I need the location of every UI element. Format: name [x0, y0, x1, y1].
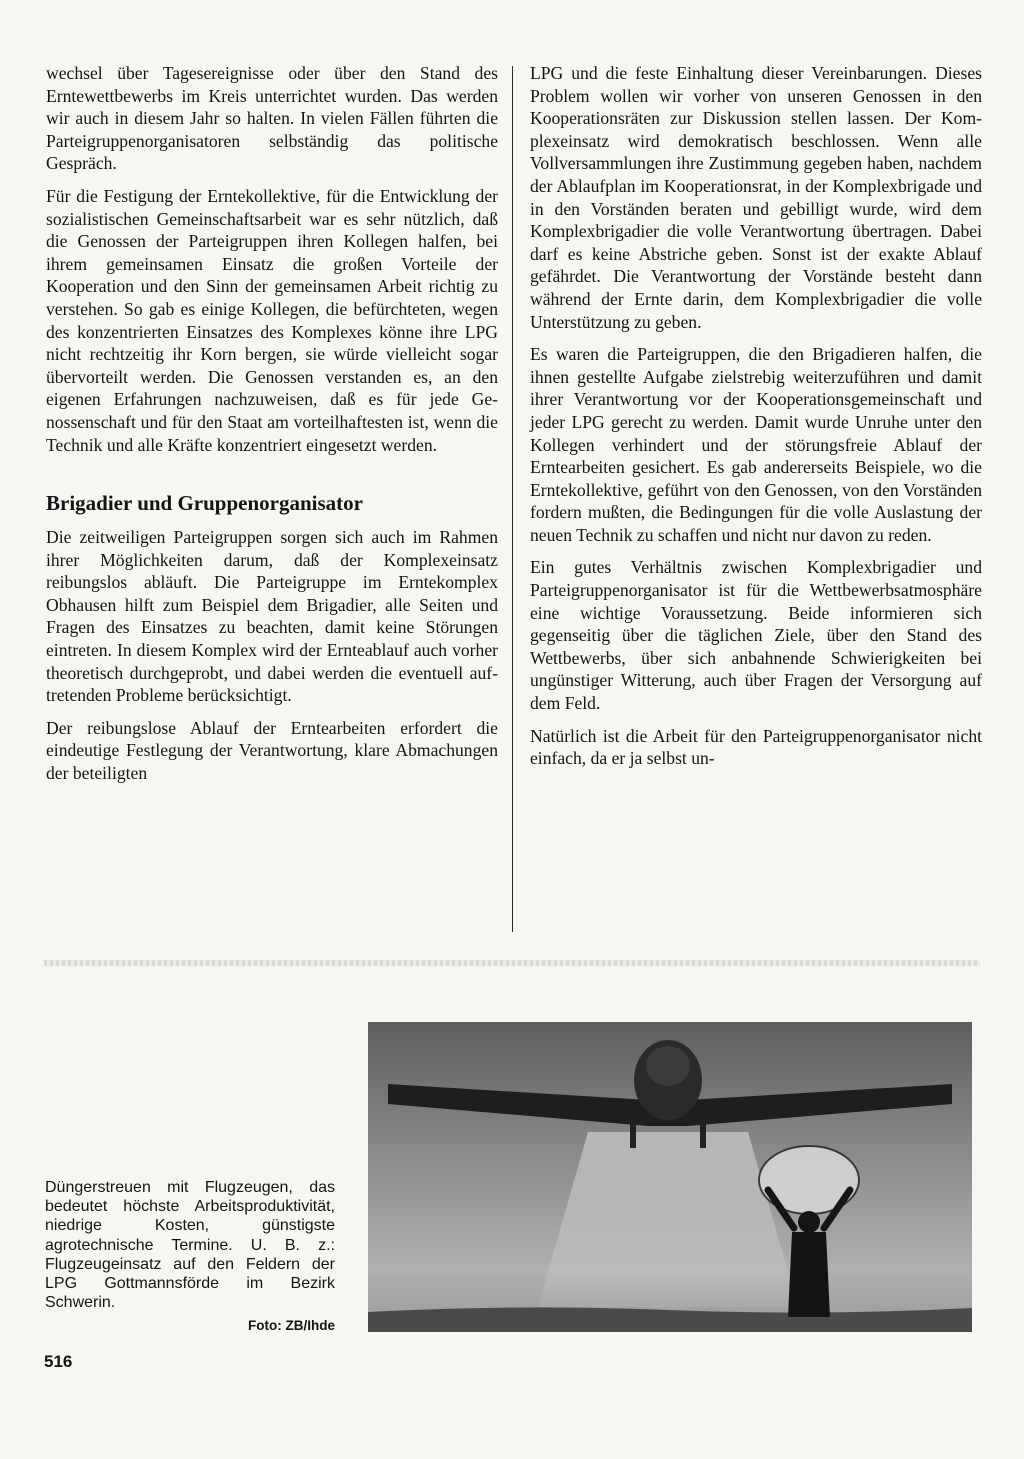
- right-paragraph-4: Natürlich ist die Arbeit für den Parteigruppenorganisator nicht einfach, da er ja selbst un-: [530, 725, 982, 769]
- photo-credit: Foto: ZB/Ihde: [248, 1318, 335, 1334]
- right-paragraph-2: Es waren die Parteigruppen, die den Brigadieren halfen, die ihnen gestellte Aufgabe zielstrebig weiterzuführen und damit ihrer Verantwortung vor der Kooperationsgemeinschaft und jeder LPG gerecht zu werden. Damit wurde Unruhe unter den Kollegen verhindert und der störungsfreie Ablauf der Erntearbeiten gesichert. Es gab andererseits Beispiele, wo die Erntekollektive, geführt von den Genossen, von den Vorständen fordern mußten, die Bedingungen für die volle Auslastung der neuen Technik zu schaffen und nicht nur davon zu reden.: [530, 344, 982, 545]
- left-paragraph-1: wechsel über Tagesereignisse oder über den Stand des Erntewettbewerbs im Kreis unterrichtet wurden. Das werden wir auch in diesem Jahr so halten. In vielen Fällen führten die Parteigruppenorganisatoren selbständig das politische Gespräch.: [46, 63, 498, 174]
- landing-gear-left: [630, 1118, 636, 1148]
- column-divider: [512, 66, 513, 932]
- left-paragraph-4: Der reibungslose Ablauf der Erntearbeiten erfordert die eindeutige Festlegung der Verantwortung, klare Abmachungen der beteiligten: [46, 717, 498, 784]
- airplane-photo: [368, 1022, 972, 1332]
- left-column: [46, 62, 498, 795]
- figure-caption: [45, 1178, 335, 1336]
- section-separator: [44, 960, 980, 966]
- right-column: [530, 62, 982, 780]
- right-paragraph-1: LPG und die feste Einhaltung dieser Vereinbarungen. Dieses Problem wollen wir vorher von unseren Genossen in den Kooperationsräten zur Diskussion stellen lassen. Der Komplexeinsatz wird demokratisch beschlossen. Wenn alle Vollversammlungen ihre Zustimmung gegeben haben, nachdem der Ablaufplan im Kooperationsrat, in der Komplexbrigade und in den Vorständen beraten und gebilligt wurde, wird dem Komplexbrigadier die volle Verantwortung übertragen. Dabei darf es keine Abstriche geben. Sonst ist der exakte Ablauf gefährdet. Die Verantwortung der Vorstände besteht dann während der Ernte darin, dem Komplexbrigadier die volle Unterstützung zu geben.: [530, 63, 982, 332]
- page-number: 516: [44, 1352, 73, 1371]
- caption-text: Düngerstreuen mit Flugzeugen, das bedeutet höchste Arbeitsproduktivität, niedrige Kosten, günstigste agrotechnische Termine. U. B. z.: Flugzeugeinsatz auf den Feldern der LPG Gottmannsförde im Bezirk Schwerin.: [45, 1179, 335, 1312]
- landing-gear-right: [700, 1118, 706, 1148]
- left-paragraph-3: Die zeitweiligen Parteigruppen sorgen sich auch im Rahmen ihrer Möglichkeiten darum, daß der Komplexeinsatz reibungslos abläuft. Die Parteigruppe im Erntekomplex Obhausen hilft zum Beispiel dem Brigadier, alle Seiten und Fragen des Einsatzes zu beachten, damit keine Störungen eintreten. In diesem Komplex wird der Ernteablauf auch vorher theoretisch durchgeprobt, und dabei werden die eventuell auftretenden Probleme berücksichtigt.: [46, 527, 498, 706]
- man-head: [798, 1211, 820, 1233]
- man-body: [788, 1232, 830, 1317]
- airplane-engine: [646, 1046, 690, 1086]
- airplane-illustration: [368, 1022, 972, 1332]
- left-paragraph-2: Für die Festigung der Erntekollektive, für die Entwicklung der sozialistischen Gemeinschaftsarbeit war es sehr nützlich, daß die Genossen der Parteigruppen ihren Kollegen halfen, bei ihrem gemeinsamen Einsatz die großen Vorteile der Kooperation und den Sinn der gemeinsamen Arbeit richtig zu verstehen. So gab es einige Kollegen, die befürchteten, wegen des konzentrierten Einsatzes des Komplexes könne ihre LPG nicht rechtzeitig ihr Korn bergen, sie würde vielleicht sogar übervorteilt werden. Die Genossen verstanden es, an den eigenen Erfahrungen nachzuweisen, daß es für jede Genossenschaft und für den Staat am vorteilhaftesten ist, wenn die Technik und alle Kräfte konzentriert eingesetzt werden.: [46, 185, 498, 455]
- section-heading: Brigadier und Gruppenorganisator: [46, 491, 363, 516]
- right-paragraph-3: Ein gutes Verhältnis zwischen Komplexbrigadier und Parteigruppenorganisator ist für die Wettbewerbsatmosphäre eine wichtige Voraussetzung. Beide informieren sich gegenseitig über die täglichen Ziele, über den Stand des Wettbewerbs, über sich anbahnende Schwierigkeiten bei ungünstiger Witterung, auch über Fragen der Versorgung auf dem Feld.: [530, 557, 982, 714]
